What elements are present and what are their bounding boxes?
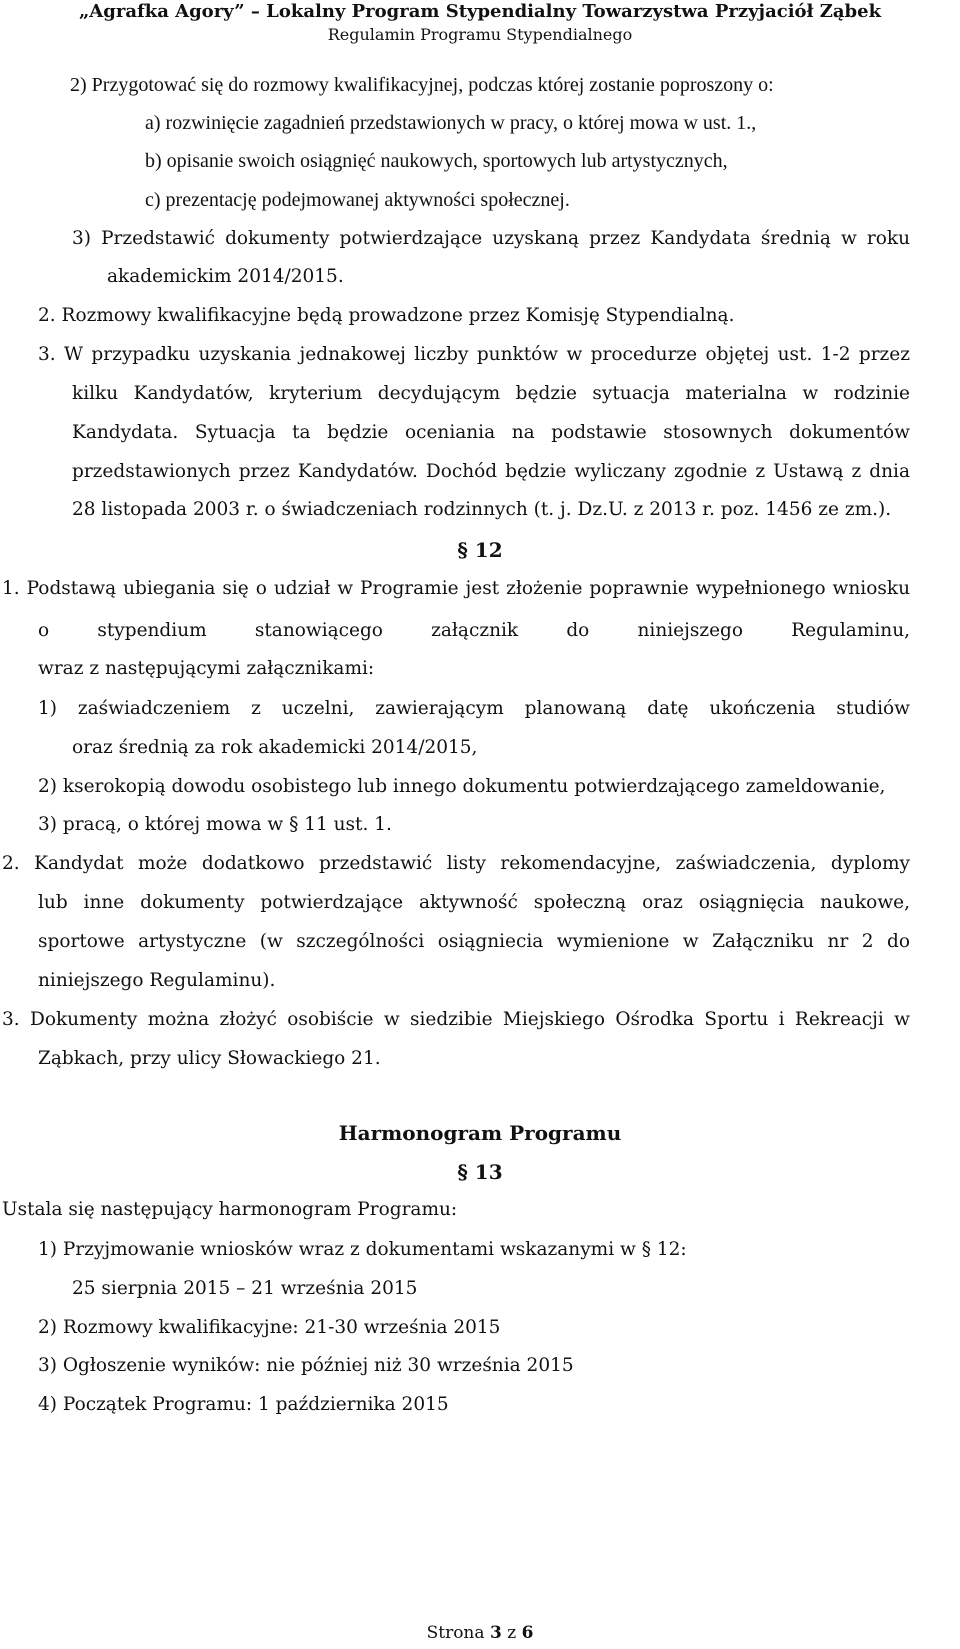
page-total: 6 — [521, 1623, 534, 1643]
s11-point-2-text: Przygotować się do rozmowy kwalifikacyjnej, podczas której zostanie poproszony o: — [91, 74, 774, 96]
harmonogram-intro: Ustala się następujący harmonogram Programu: — [2, 1199, 458, 1220]
harmonogram-item-1-line2: 25 sierpnia 2015 – 21 września 2015 — [72, 1278, 418, 1299]
s12-item-3-line2: Ząbkach, przy ulicy Słowackiego 21. — [38, 1048, 381, 1069]
s11-point-2 — [70, 72, 774, 98]
header-title: „Agrafka Agory” – Lokalny Program Stypendialny Towarzystwa Przyjaciół Ząbek — [78, 1, 882, 22]
s12-item-3-line1: 3. Dokumenty można złożyć osobiście w siedzibie Miejskiego Ośrodka Sportu i Rekreacji w — [2, 1009, 910, 1030]
page-current: 3 — [489, 1623, 502, 1643]
s11-item-2: 2. Rozmowy kwalifikacyjne będą prowadzone przez Komisję Stypendialną. — [38, 305, 735, 326]
s12-item-2-line2: lub inne dokumenty potwierdzające aktywność społeczną oraz osiągnięcia naukowe, — [38, 892, 910, 913]
s12-item-1-line1: 1. Podstawą ubiegania się o udział w Programie jest złożenie poprawnie wypełnionego wniosku — [2, 578, 910, 599]
section-13-title: § 13 — [457, 1160, 503, 1184]
header-subtitle: Regulamin Programu Stypendialnego — [327, 25, 633, 44]
s11-item-3-line3: Kandydata. Sytuacja ta będzie oceniania na podstawie stosownych dokumentów — [72, 422, 910, 443]
s11-item-3-line2: kilku Kandydatów, kryterium decydującym będzie sytuacja materialna w rodzinie — [72, 383, 910, 404]
s12-item-2-line3: sportowe artystyczne (w szczególności osiągniecia wymienione w Załączniku nr 2 do — [38, 931, 910, 952]
s12-sub-2: 2) kserokopią dowodu osobistego lub innego dokumentu potwierdzającego zameldowanie, — [38, 776, 886, 797]
page-label: Strona — [426, 1623, 485, 1643]
s12-item-2-line1: 2. Kandydat może dodatkowo przedstawić listy rekomendacyjne, zaświadczenia, dyplomy — [2, 853, 910, 874]
s12-sub-3: 3) pracą, o której mowa w § 11 ust. 1. — [38, 814, 392, 835]
s11-point-2b: b) opisanie swoich osiągnięć naukowych, sportowych lub artystycznych, — [145, 150, 728, 172]
s12-item-1-line3: wraz z następującymi załącznikami: — [38, 658, 375, 679]
s11-item-3-line1: 3. W przypadku uzyskania jednakowej liczby punktów w procedurze objętej ust. 1-2 przez — [38, 344, 910, 365]
s12-item-2-line4: niniejszego Regulaminu). — [38, 970, 276, 991]
s12-sub-1-line1: 1) zaświadczeniem z uczelni, zawierającym planowaną datę ukończenia studiów — [38, 698, 910, 719]
harmonogram-item-4: 4) Początek Programu: 1 października 2015 — [38, 1394, 449, 1415]
s12-sub-1-line2: oraz średnią za rok akademicki 2014/2015, — [72, 737, 478, 758]
harmonogram-item-1-line1: 1) Przyjmowanie wniosków wraz z dokumentami wskazanymi w § 12: — [38, 1239, 687, 1260]
s11-point-3-line2: akademickim 2014/2015. — [107, 266, 344, 287]
page-sep: z — [507, 1623, 517, 1643]
s11-point-2c: c) prezentację podejmowanej aktywności społecznej. — [145, 189, 570, 211]
s11-point-3-line1: 3) Przedstawić dokumenty potwierdzające uzyskaną przez Kandydata średnią w roku — [72, 228, 910, 249]
s11-item-3-line4: przedstawionych przez Kandydatów. Dochód będzie wyliczany zgodnie z Ustawą z dnia — [72, 461, 910, 482]
harmonogram-heading: Harmonogram Programu — [338, 1121, 622, 1145]
s11-item-3-line5: 28 listopada 2003 r. o świadczeniach rodzinnych (t. j. Dz.U. z 2013 r. poz. 1456 ze zm.). — [72, 499, 892, 520]
s11-point-2a: a) rozwinięcie zagadnień przedstawionych w pracy, o której mowa w ust. 1., — [145, 112, 757, 134]
s12-item-1-line2: o stypendium stanowiącego załącznik do niniejszego Regulaminu, — [38, 620, 910, 641]
harmonogram-item-3: 3) Ogłoszenie wyników: nie później niż 30 września 2015 — [38, 1355, 574, 1376]
s11-point-2-number: 2) — [70, 74, 87, 96]
harmonogram-item-2: 2) Rozmowy kwalifikacyjne: 21-30 września 2015 — [38, 1317, 501, 1338]
page-number — [0, 1622, 960, 1644]
section-12-title: § 12 — [457, 538, 503, 562]
